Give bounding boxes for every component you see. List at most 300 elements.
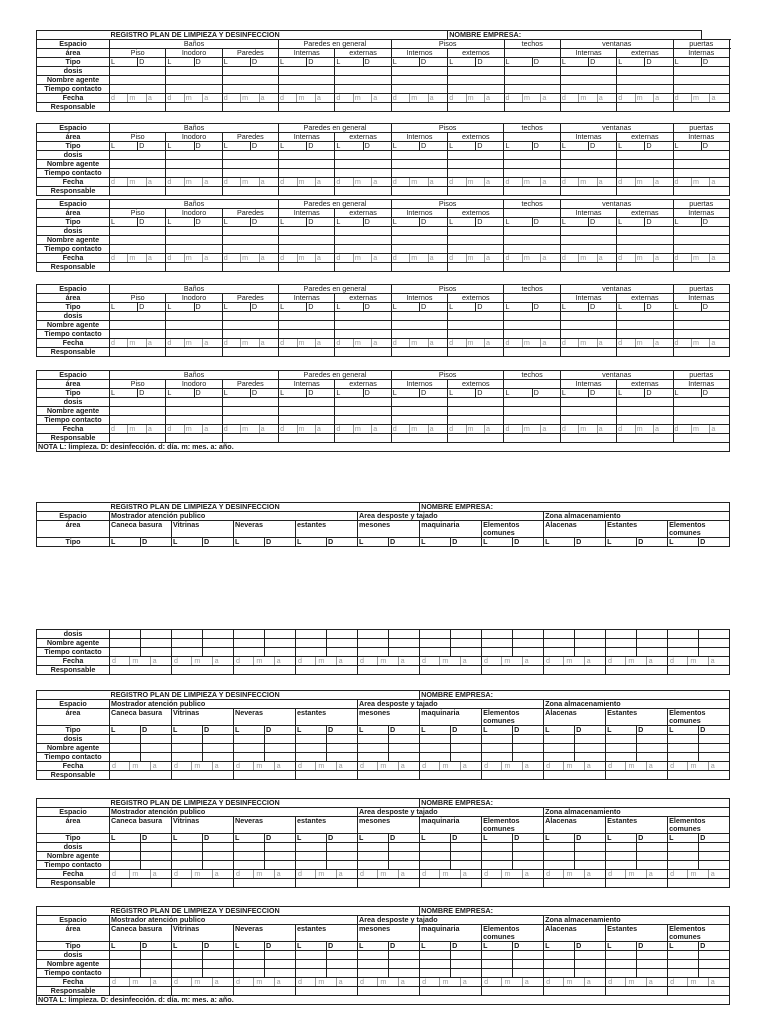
entry-cell[interactable] [335, 76, 391, 85]
date-cell[interactable] [606, 978, 668, 987]
entry-cell[interactable] [335, 236, 391, 245]
entry-cell[interactable] [544, 951, 575, 960]
entry-cell[interactable] [166, 348, 222, 357]
entry-cell[interactable] [617, 321, 673, 330]
entry-cell[interactable] [335, 67, 391, 76]
date-cell[interactable] [358, 762, 420, 771]
entry-cell[interactable] [560, 103, 616, 112]
entry-cell[interactable] [617, 67, 673, 76]
entry-cell[interactable] [637, 969, 668, 978]
entry-cell[interactable] [358, 852, 389, 861]
entry-cell[interactable] [668, 879, 730, 888]
entry-cell[interactable] [504, 245, 560, 254]
entry-cell[interactable] [234, 753, 265, 762]
entry-cell[interactable] [335, 416, 391, 425]
entry-cell[interactable] [513, 630, 544, 639]
entry-cell[interactable] [222, 407, 278, 416]
entry-cell[interactable] [358, 666, 420, 675]
date-cell[interactable] [335, 94, 391, 103]
entry-cell[interactable] [513, 639, 544, 648]
date-cell[interactable] [617, 178, 673, 187]
entry-cell[interactable] [504, 227, 560, 236]
entry-cell[interactable] [606, 861, 637, 870]
entry-cell[interactable] [606, 960, 637, 969]
date-cell[interactable] [448, 94, 504, 103]
entry-cell[interactable] [673, 321, 729, 330]
entry-cell[interactable] [335, 227, 391, 236]
entry-cell[interactable] [699, 852, 730, 861]
date-cell[interactable] [482, 657, 544, 666]
entry-cell[interactable] [327, 639, 358, 648]
entry-cell[interactable] [110, 330, 166, 339]
date-cell[interactable] [222, 254, 278, 263]
date-cell[interactable] [482, 870, 544, 879]
entry-cell[interactable] [391, 263, 447, 272]
date-cell[interactable] [617, 339, 673, 348]
entry-cell[interactable] [575, 861, 606, 870]
entry-cell[interactable] [141, 735, 172, 744]
entry-cell[interactable] [166, 187, 222, 196]
entry-cell[interactable] [451, 753, 482, 762]
entry-cell[interactable] [203, 735, 234, 744]
entry-cell[interactable] [234, 639, 265, 648]
entry-cell[interactable] [327, 960, 358, 969]
entry-cell[interactable] [222, 416, 278, 425]
entry-cell[interactable] [335, 348, 391, 357]
entry-cell[interactable] [335, 434, 391, 443]
entry-cell[interactable] [166, 398, 222, 407]
entry-cell[interactable] [265, 648, 296, 657]
entry-cell[interactable] [560, 169, 616, 178]
entry-cell[interactable] [451, 648, 482, 657]
entry-cell[interactable] [560, 348, 616, 357]
date-cell[interactable] [560, 339, 616, 348]
entry-cell[interactable] [673, 263, 729, 272]
date-cell[interactable] [110, 94, 166, 103]
entry-cell[interactable] [265, 861, 296, 870]
entry-cell[interactable] [296, 969, 327, 978]
date-cell[interactable] [504, 94, 560, 103]
entry-cell[interactable] [451, 852, 482, 861]
entry-cell[interactable] [296, 861, 327, 870]
date-cell[interactable] [617, 254, 673, 263]
entry-cell[interactable] [222, 330, 278, 339]
entry-cell[interactable] [560, 312, 616, 321]
entry-cell[interactable] [560, 321, 616, 330]
date-cell[interactable] [606, 870, 668, 879]
entry-cell[interactable] [504, 169, 560, 178]
entry-cell[interactable] [673, 151, 729, 160]
entry-cell[interactable] [110, 960, 141, 969]
entry-cell[interactable] [389, 852, 420, 861]
entry-cell[interactable] [448, 321, 504, 330]
entry-cell[interactable] [544, 630, 575, 639]
entry-cell[interactable] [335, 245, 391, 254]
entry-cell[interactable] [617, 398, 673, 407]
entry-cell[interactable] [637, 630, 668, 639]
entry-cell[interactable] [172, 666, 234, 675]
entry-cell[interactable] [504, 263, 560, 272]
date-cell[interactable] [673, 178, 729, 187]
entry-cell[interactable] [606, 771, 668, 780]
entry-cell[interactable] [451, 861, 482, 870]
entry-cell[interactable] [482, 951, 513, 960]
entry-cell[interactable] [279, 169, 335, 178]
entry-cell[interactable] [668, 744, 699, 753]
entry-cell[interactable] [172, 951, 203, 960]
date-cell[interactable] [172, 978, 234, 987]
entry-cell[interactable] [448, 407, 504, 416]
date-cell[interactable] [668, 870, 730, 879]
entry-cell[interactable] [327, 852, 358, 861]
entry-cell[interactable] [617, 434, 673, 443]
date-cell[interactable] [668, 762, 730, 771]
entry-cell[interactable] [327, 744, 358, 753]
entry-cell[interactable] [673, 160, 729, 169]
entry-cell[interactable] [265, 630, 296, 639]
entry-cell[interactable] [166, 103, 222, 112]
entry-cell[interactable] [482, 753, 513, 762]
entry-cell[interactable] [391, 169, 447, 178]
entry-cell[interactable] [451, 744, 482, 753]
entry-cell[interactable] [420, 630, 451, 639]
entry-cell[interactable] [544, 852, 575, 861]
entry-cell[interactable] [222, 236, 278, 245]
date-cell[interactable] [504, 178, 560, 187]
date-cell[interactable] [166, 254, 222, 263]
date-cell[interactable] [172, 657, 234, 666]
entry-cell[interactable] [699, 735, 730, 744]
date-cell[interactable] [110, 762, 172, 771]
entry-cell[interactable] [335, 85, 391, 94]
entry-cell[interactable] [203, 843, 234, 852]
entry-cell[interactable] [172, 843, 203, 852]
entry-cell[interactable] [575, 744, 606, 753]
entry-cell[interactable] [279, 236, 335, 245]
entry-cell[interactable] [673, 103, 729, 112]
entry-cell[interactable] [420, 771, 482, 780]
date-cell[interactable] [544, 870, 606, 879]
date-cell[interactable] [234, 978, 296, 987]
entry-cell[interactable] [279, 407, 335, 416]
entry-cell[interactable] [513, 852, 544, 861]
entry-cell[interactable] [358, 735, 389, 744]
entry-cell[interactable] [110, 434, 166, 443]
entry-cell[interactable] [335, 330, 391, 339]
entry-cell[interactable] [279, 321, 335, 330]
entry-cell[interactable] [544, 639, 575, 648]
entry-cell[interactable] [606, 639, 637, 648]
entry-cell[interactable] [166, 67, 222, 76]
entry-cell[interactable] [544, 753, 575, 762]
entry-cell[interactable] [166, 160, 222, 169]
entry-cell[interactable] [265, 852, 296, 861]
entry-cell[interactable] [141, 951, 172, 960]
date-cell[interactable] [335, 178, 391, 187]
entry-cell[interactable] [172, 630, 203, 639]
entry-cell[interactable] [544, 960, 575, 969]
entry-cell[interactable] [699, 753, 730, 762]
entry-cell[interactable] [203, 969, 234, 978]
entry-cell[interactable] [673, 348, 729, 357]
date-cell[interactable] [296, 978, 358, 987]
entry-cell[interactable] [504, 348, 560, 357]
date-cell[interactable] [391, 178, 447, 187]
entry-cell[interactable] [296, 753, 327, 762]
entry-cell[interactable] [668, 639, 699, 648]
entry-cell[interactable] [222, 348, 278, 357]
entry-cell[interactable] [448, 398, 504, 407]
entry-cell[interactable] [504, 407, 560, 416]
entry-cell[interactable] [110, 103, 166, 112]
entry-cell[interactable] [575, 843, 606, 852]
entry-cell[interactable] [172, 852, 203, 861]
entry-cell[interactable] [637, 639, 668, 648]
date-cell[interactable] [420, 657, 482, 666]
entry-cell[interactable] [327, 951, 358, 960]
entry-cell[interactable] [172, 735, 203, 744]
entry-cell[interactable] [420, 960, 451, 969]
entry-cell[interactable] [391, 407, 447, 416]
entry-cell[interactable] [265, 639, 296, 648]
entry-cell[interactable] [504, 160, 560, 169]
entry-cell[interactable] [234, 666, 296, 675]
entry-cell[interactable] [110, 951, 141, 960]
entry-cell[interactable] [560, 160, 616, 169]
entry-cell[interactable] [606, 630, 637, 639]
entry-cell[interactable] [389, 744, 420, 753]
entry-cell[interactable] [389, 951, 420, 960]
date-cell[interactable] [448, 254, 504, 263]
entry-cell[interactable] [673, 227, 729, 236]
entry-cell[interactable] [358, 630, 389, 639]
date-cell[interactable] [222, 425, 278, 434]
date-cell[interactable] [504, 425, 560, 434]
date-cell[interactable] [279, 425, 335, 434]
entry-cell[interactable] [504, 76, 560, 85]
entry-cell[interactable] [222, 67, 278, 76]
entry-cell[interactable] [222, 227, 278, 236]
entry-cell[interactable] [166, 76, 222, 85]
entry-cell[interactable] [482, 639, 513, 648]
date-cell[interactable] [110, 425, 166, 434]
date-cell[interactable] [166, 425, 222, 434]
entry-cell[interactable] [141, 648, 172, 657]
date-cell[interactable] [234, 762, 296, 771]
entry-cell[interactable] [673, 85, 729, 94]
entry-cell[interactable] [673, 330, 729, 339]
entry-cell[interactable] [391, 416, 447, 425]
entry-cell[interactable] [668, 666, 730, 675]
entry-cell[interactable] [234, 843, 265, 852]
entry-cell[interactable] [544, 735, 575, 744]
date-cell[interactable] [166, 94, 222, 103]
date-cell[interactable] [358, 978, 420, 987]
entry-cell[interactable] [451, 630, 482, 639]
entry-cell[interactable] [110, 630, 141, 639]
entry-cell[interactable] [110, 227, 166, 236]
entry-cell[interactable] [335, 187, 391, 196]
entry-cell[interactable] [358, 843, 389, 852]
entry-cell[interactable] [279, 76, 335, 85]
entry-cell[interactable] [203, 639, 234, 648]
entry-cell[interactable] [617, 227, 673, 236]
entry-cell[interactable] [279, 85, 335, 94]
entry-cell[interactable] [327, 861, 358, 870]
entry-cell[interactable] [448, 160, 504, 169]
entry-cell[interactable] [617, 151, 673, 160]
entry-cell[interactable] [420, 648, 451, 657]
entry-cell[interactable] [668, 753, 699, 762]
entry-cell[interactable] [448, 330, 504, 339]
entry-cell[interactable] [504, 330, 560, 339]
entry-cell[interactable] [575, 960, 606, 969]
entry-cell[interactable] [327, 630, 358, 639]
entry-cell[interactable] [575, 852, 606, 861]
entry-cell[interactable] [141, 960, 172, 969]
date-cell[interactable] [296, 870, 358, 879]
date-cell[interactable] [166, 339, 222, 348]
entry-cell[interactable] [448, 245, 504, 254]
entry-cell[interactable] [327, 648, 358, 657]
entry-cell[interactable] [222, 263, 278, 272]
entry-cell[interactable] [166, 321, 222, 330]
entry-cell[interactable] [110, 753, 141, 762]
entry-cell[interactable] [448, 85, 504, 94]
entry-cell[interactable] [166, 330, 222, 339]
entry-cell[interactable] [482, 630, 513, 639]
entry-cell[interactable] [544, 879, 606, 888]
entry-cell[interactable] [448, 67, 504, 76]
entry-cell[interactable] [575, 969, 606, 978]
entry-cell[interactable] [668, 969, 699, 978]
date-cell[interactable] [544, 657, 606, 666]
entry-cell[interactable] [482, 843, 513, 852]
entry-cell[interactable] [673, 236, 729, 245]
entry-cell[interactable] [699, 861, 730, 870]
entry-cell[interactable] [279, 227, 335, 236]
entry-cell[interactable] [668, 960, 699, 969]
date-cell[interactable] [234, 657, 296, 666]
date-cell[interactable] [482, 978, 544, 987]
entry-cell[interactable] [265, 843, 296, 852]
entry-cell[interactable] [504, 85, 560, 94]
entry-cell[interactable] [560, 187, 616, 196]
entry-cell[interactable] [544, 744, 575, 753]
entry-cell[interactable] [606, 843, 637, 852]
entry-cell[interactable] [699, 639, 730, 648]
entry-cell[interactable] [504, 151, 560, 160]
entry-cell[interactable] [420, 843, 451, 852]
entry-cell[interactable] [166, 434, 222, 443]
entry-cell[interactable] [617, 348, 673, 357]
entry-cell[interactable] [504, 103, 560, 112]
entry-cell[interactable] [265, 951, 296, 960]
entry-cell[interactable] [234, 852, 265, 861]
entry-cell[interactable] [265, 960, 296, 969]
entry-cell[interactable] [327, 843, 358, 852]
date-cell[interactable] [606, 762, 668, 771]
date-cell[interactable] [296, 762, 358, 771]
entry-cell[interactable] [296, 852, 327, 861]
entry-cell[interactable] [606, 744, 637, 753]
entry-cell[interactable] [141, 630, 172, 639]
date-cell[interactable] [560, 425, 616, 434]
entry-cell[interactable] [673, 187, 729, 196]
entry-cell[interactable] [166, 263, 222, 272]
entry-cell[interactable] [141, 969, 172, 978]
entry-cell[interactable] [110, 85, 166, 94]
entry-cell[interactable] [391, 348, 447, 357]
entry-cell[interactable] [234, 648, 265, 657]
entry-cell[interactable] [420, 969, 451, 978]
entry-cell[interactable] [482, 861, 513, 870]
entry-cell[interactable] [296, 960, 327, 969]
entry-cell[interactable] [296, 666, 358, 675]
entry-cell[interactable] [203, 630, 234, 639]
entry-cell[interactable] [420, 861, 451, 870]
date-cell[interactable] [279, 339, 335, 348]
entry-cell[interactable] [451, 843, 482, 852]
date-cell[interactable] [673, 425, 729, 434]
entry-cell[interactable] [358, 648, 389, 657]
entry-cell[interactable] [389, 735, 420, 744]
entry-cell[interactable] [389, 753, 420, 762]
entry-cell[interactable] [448, 187, 504, 196]
entry-cell[interactable] [222, 151, 278, 160]
entry-cell[interactable] [172, 879, 234, 888]
date-cell[interactable] [673, 254, 729, 263]
entry-cell[interactable] [389, 648, 420, 657]
entry-cell[interactable] [420, 639, 451, 648]
entry-cell[interactable] [575, 735, 606, 744]
entry-cell[interactable] [222, 398, 278, 407]
entry-cell[interactable] [637, 648, 668, 657]
entry-cell[interactable] [513, 843, 544, 852]
entry-cell[interactable] [482, 666, 544, 675]
entry-cell[interactable] [172, 771, 234, 780]
entry-cell[interactable] [391, 321, 447, 330]
entry-cell[interactable] [420, 879, 482, 888]
date-cell[interactable] [279, 94, 335, 103]
entry-cell[interactable] [673, 76, 729, 85]
date-cell[interactable] [617, 94, 673, 103]
entry-cell[interactable] [110, 321, 166, 330]
date-cell[interactable] [448, 339, 504, 348]
entry-cell[interactable] [296, 879, 358, 888]
entry-cell[interactable] [203, 744, 234, 753]
entry-cell[interactable] [265, 753, 296, 762]
entry-cell[interactable] [391, 330, 447, 339]
date-cell[interactable] [172, 762, 234, 771]
entry-cell[interactable] [504, 434, 560, 443]
entry-cell[interactable] [296, 735, 327, 744]
entry-cell[interactable] [391, 312, 447, 321]
date-cell[interactable] [110, 870, 172, 879]
entry-cell[interactable] [389, 969, 420, 978]
entry-cell[interactable] [482, 879, 544, 888]
entry-cell[interactable] [296, 987, 358, 996]
entry-cell[interactable] [358, 951, 389, 960]
entry-cell[interactable] [391, 67, 447, 76]
entry-cell[interactable] [451, 735, 482, 744]
entry-cell[interactable] [203, 951, 234, 960]
entry-cell[interactable] [172, 969, 203, 978]
entry-cell[interactable] [617, 407, 673, 416]
entry-cell[interactable] [391, 398, 447, 407]
entry-cell[interactable] [699, 843, 730, 852]
entry-cell[interactable] [617, 169, 673, 178]
